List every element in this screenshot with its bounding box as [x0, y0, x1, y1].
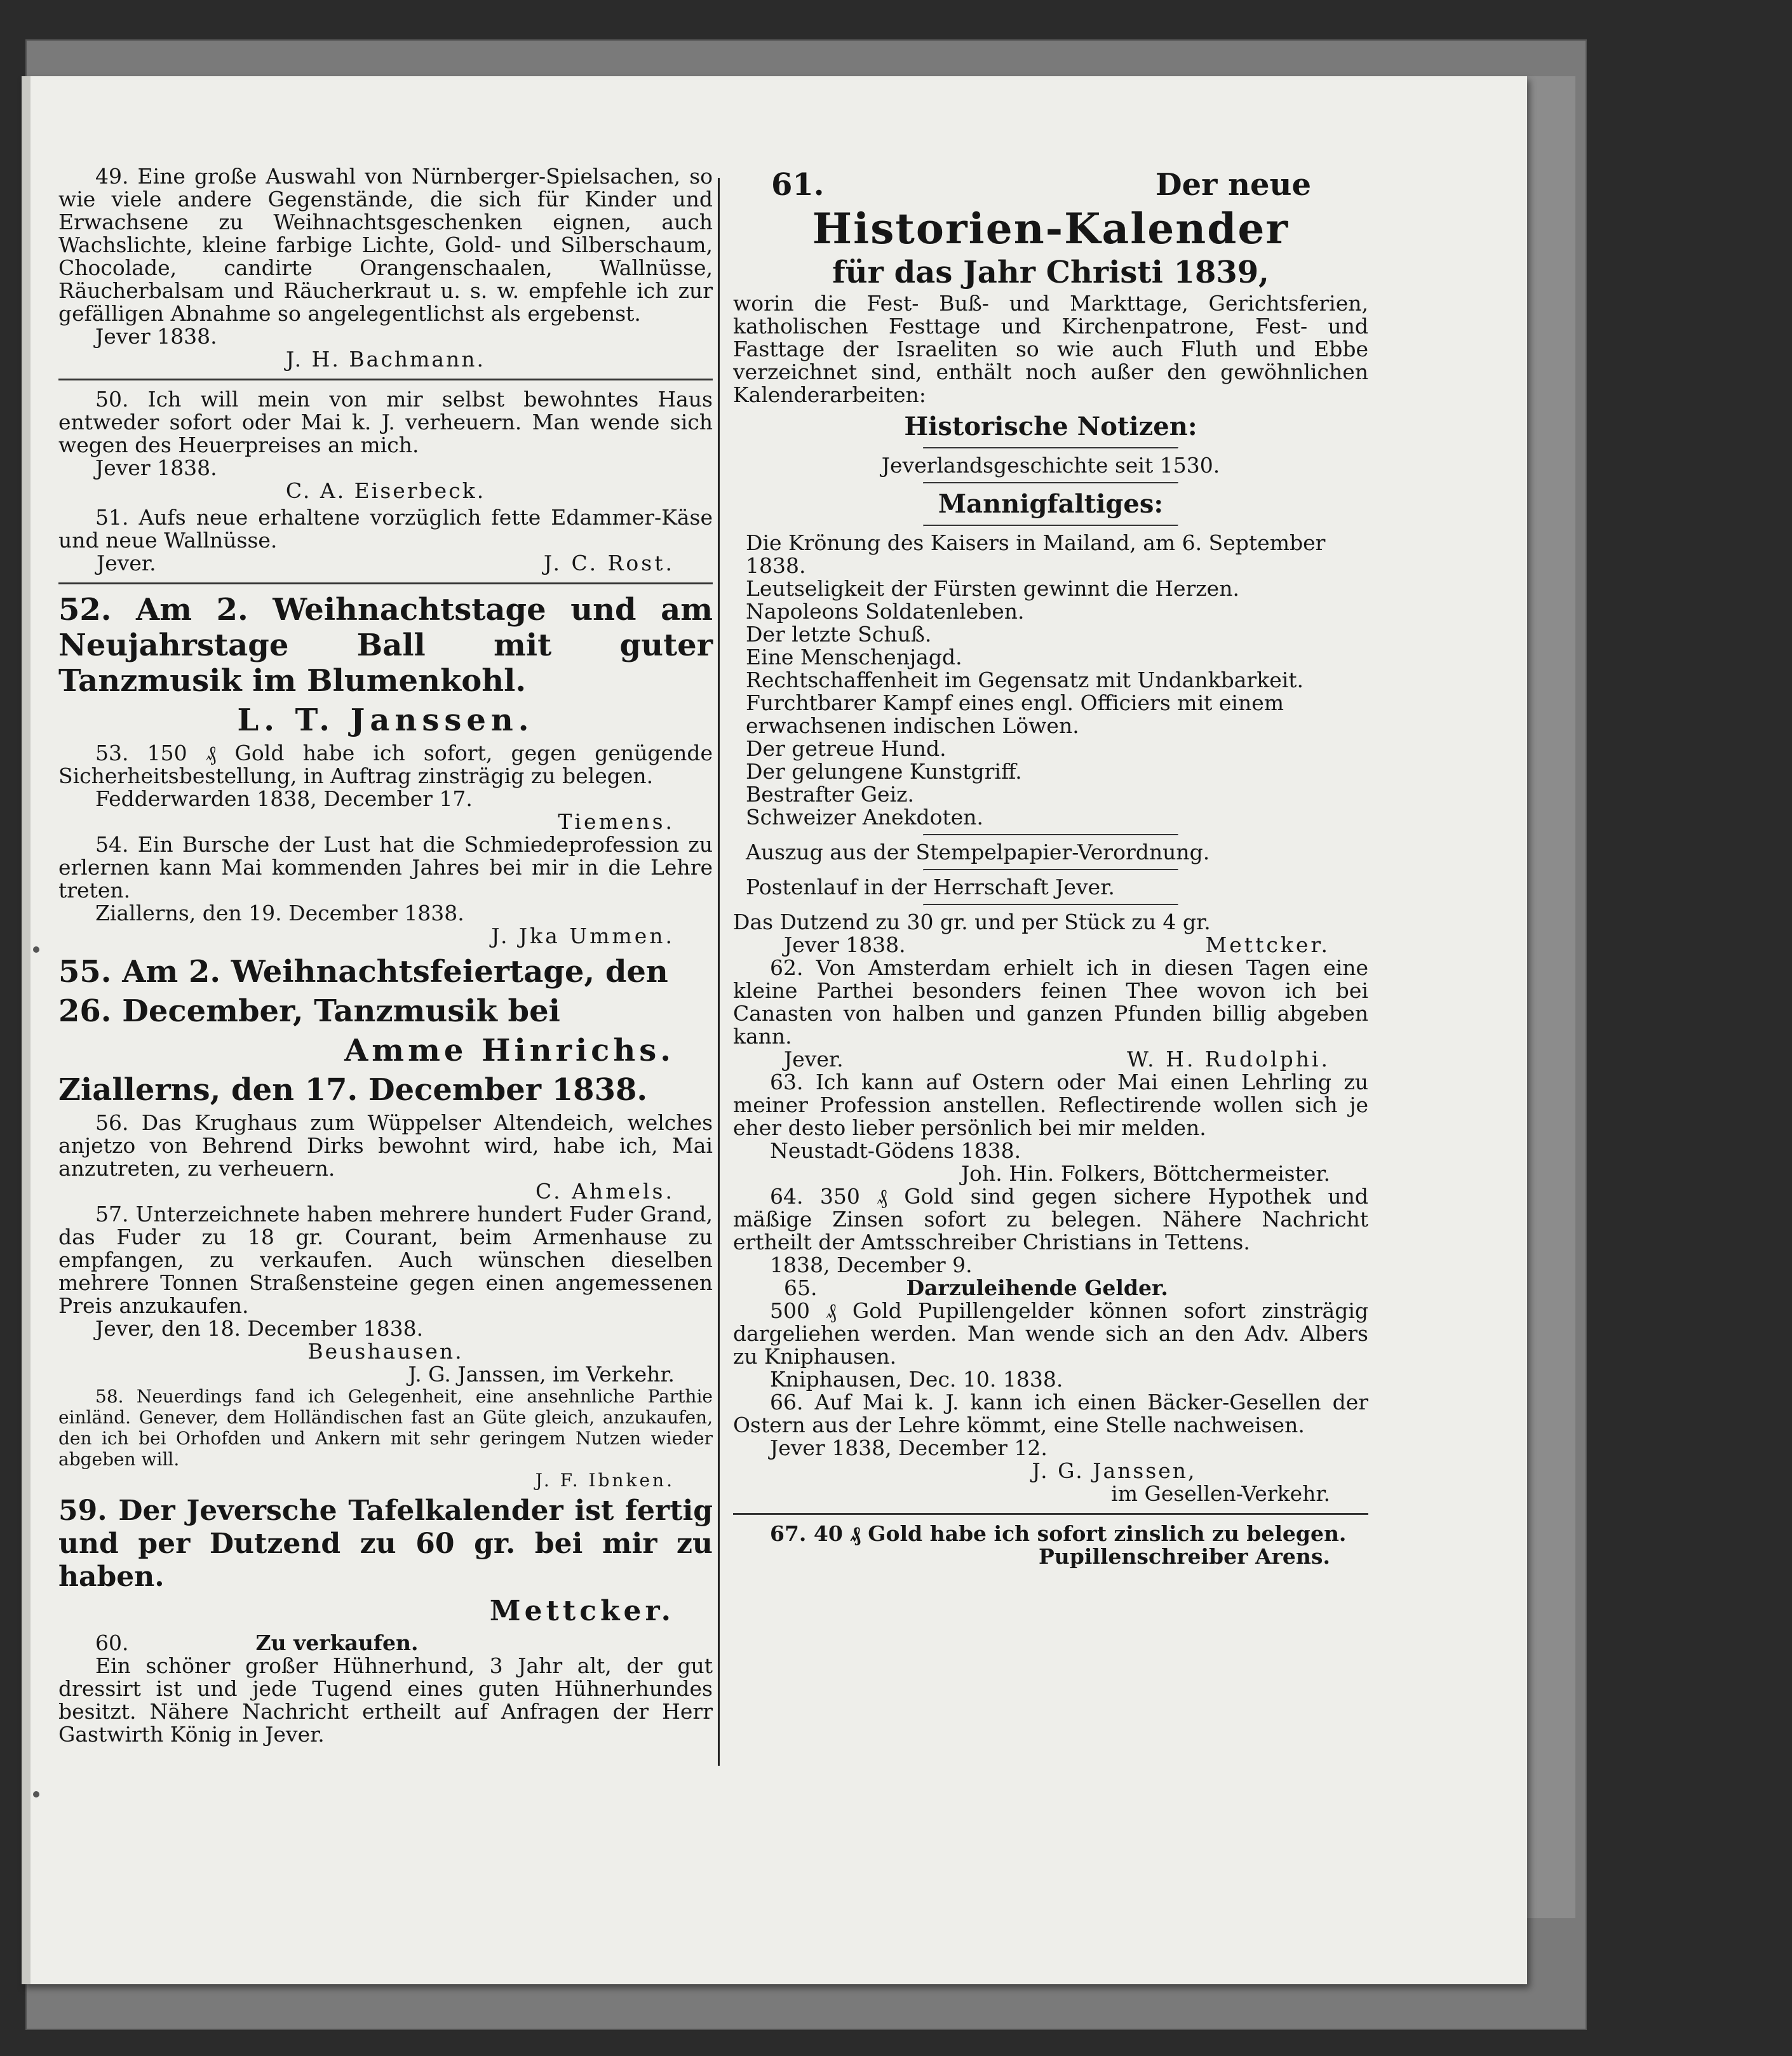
list-item: Furchtbarer Kampf eines engl. Officiers mit einem erwachsenen indischen Löwen.	[746, 690, 1284, 738]
notice-55-line3: Amme Hinrichs.	[344, 1033, 675, 1068]
notice-55-line2: 26. December, Tanzmusik bei	[58, 993, 560, 1029]
notice-63-text: 63. Ich kann auf Ostern oder Mai einen Lehrling zu meiner Profession anstellen. Reflectirende wollen sich je eher desto lieber persönlich bei mir melden.	[733, 1070, 1368, 1140]
notice-65-heading: Darzuleihende Gelder.	[906, 1275, 1168, 1300]
list-item: Schweizer Anekdoten.	[746, 805, 983, 830]
list-item: Napoleons Soldatenleben.	[746, 599, 1025, 624]
list-item: Der letzte Schuß.	[746, 622, 932, 647]
notice-67-text: 67. 40 ₰ Gold habe ich sofort zinslich zu belegen.	[770, 1521, 1347, 1546]
notice-54-signature: J. Jka Ummen.	[491, 924, 675, 948]
notice-54-place: Ziallerns, den 19. December 1838.	[95, 901, 464, 925]
binding-hole	[33, 1791, 39, 1797]
notice-65-number: 65.	[784, 1275, 818, 1300]
separator	[923, 834, 1178, 836]
notice-54-text: 54. Ein Bursche der Lust hat die Schmiedeprofession zu erlernen kann Mai kommenden Jahres bei mir in die Lehre treten.	[58, 832, 713, 903]
notice-59-signature: Mettcker.	[489, 1595, 675, 1627]
notice-61-title3: für das Jahr Christi 1839,	[832, 255, 1269, 290]
notice-66-signature-1: J. G. Janssen,	[1032, 1458, 1197, 1483]
notice-60-number: 60.	[95, 1630, 129, 1655]
notice-62-footer	[733, 1048, 1368, 1071]
post-schedule-item: Postenlauf in der Herrschaft Jever.	[746, 875, 1115, 899]
right-column	[733, 165, 1368, 1568]
notice-57-signature-1: Beushausen.	[307, 1339, 464, 1364]
miscellany-list	[733, 532, 1368, 829]
notice-63-place: Neustadt-Gödens 1838.	[770, 1138, 1021, 1163]
notice-57-text: 57. Unterzeichnete haben mehrere hundert Fuder Grand, das Fuder zu 18 gr. Courant, beim Armenhause zu empfangen, zu verkaufen. Auch wünschen dieselben mehrere Tonnen Straßensteine gegen einen angemessenen Preis anzukaufen.	[58, 1202, 713, 1318]
list-item: Rechtschaffenheit im Gegensatz mit Undankbarkeit.	[746, 668, 1304, 692]
notice-61-title1: Der neue	[1155, 167, 1311, 203]
list-item: Bestrafter Geiz.	[746, 782, 915, 807]
list-item: Der getreue Hund.	[746, 736, 947, 761]
separator	[58, 379, 713, 380]
list-item: Eine Menschenjagd.	[746, 645, 962, 669]
notice-53-text: 53. 150 ₰ Gold habe ich sofort, gegen genügende Sicherheitsbestellung, in Auftrag zinsträgig zu belegen.	[58, 741, 713, 788]
notice-53-signature: Tiemens.	[558, 809, 675, 834]
notice-49-place: Jever 1838.	[95, 324, 217, 349]
notice-58-signature: J. F. Ibnken.	[535, 1470, 675, 1491]
notice-65-text: 500 ₰ Gold Pupillengelder können sofort zinsträgig dargeliehen werden. Man wende sich an den Adv. Albers zu Kniphausen.	[733, 1298, 1368, 1369]
notice-55-line4: Ziallerns, den 17. December 1838.	[58, 1072, 648, 1108]
notice-50-place: Jever 1838.	[95, 455, 217, 480]
notice-51-place: Jever.	[97, 551, 156, 575]
notice-56-text: 56. Das Krughaus zum Wüppelser Altendeich, welches anjetzo von Behrend Dirks bewohnt wird, habe ich, Mai anzutreten, zu verheuern.	[58, 1110, 713, 1181]
notice-66-text: 66. Auf Mai k. J. kann ich einen Bäcker-Gesellen der Ostern aus der Lehre kömmt, eine Stelle nachweisen.	[733, 1390, 1368, 1437]
notice-64-text: 64. 350 ₰ Gold sind gegen sichere Hypothek und mäßige Zinsen sofort zu belegen. Nähere Nachricht ertheilt der Amtsschreiber Christians in Tettens.	[733, 1184, 1368, 1254]
notice-52-signature: L. T. Janssen.	[237, 702, 534, 738]
notice-59-text: 59. Der Jeversche Tafelkalender ist fertig und per Dutzend zu 60 gr. bei mir zu haben.	[58, 1495, 713, 1593]
separator	[923, 525, 1178, 527]
separator	[923, 447, 1178, 449]
notice-61-signature: Mettcker.	[1205, 932, 1330, 957]
notice-51-signature: J. C. Rost.	[543, 551, 675, 575]
notice-61-place: Jever 1838.	[784, 932, 906, 957]
notice-67-signature: Pupillenschreiber Arens.	[1038, 1544, 1330, 1569]
stamp-paper-item: Auszug aus der Stempelpapier-Verordnung.	[746, 840, 1210, 864]
list-item: Die Krönung des Kaisers in Mailand, am 6. September 1838.	[746, 530, 1326, 578]
notice-51-text: 51. Aufs neue erhaltene vorzüglich fette Edammer-Käse und neue Wallnüsse.	[58, 505, 713, 553]
notice-61-header	[733, 165, 1368, 205]
notice-61-description: worin die Fest- Buß- und Markttage, Gerichtsferien, katholischen Festtage und Kirchenpatrone, Fest- und Fasttage der Israeliten so wie auch Fluth und Ebbe verzeichnet sind, enthält noch außer den gewöhnlichen Kalenderarbeiten:	[733, 291, 1368, 407]
historical-notes-heading: Historische Notizen:	[904, 412, 1197, 441]
list-item: Leutseligkeit der Fürsten gewinnt die Herzen.	[746, 576, 1239, 601]
notice-53-place: Fedderwarden 1838, December 17.	[95, 786, 473, 811]
binding-hole	[33, 946, 39, 953]
column-rule	[718, 178, 720, 1766]
notice-65-place: Kniphausen, Dec. 10. 1838.	[770, 1367, 1063, 1392]
notice-51-footer	[58, 552, 713, 575]
notice-62-text: 62. Von Amsterdam erhielt ich in diesen Tagen eine kleine Parthei besonders feinen Thee wovon ich bei Canasten von halben und ganzen Pfunden billig abgeben kann.	[733, 955, 1368, 1049]
notice-66-place: Jever 1838, December 12.	[770, 1435, 1048, 1460]
list-item: Der gelungene Kunstgriff.	[746, 759, 1022, 784]
notice-58-text: 58. Neuerdings fand ich Gelegenheit, eine ansehnliche Parthie einländ. Genever, dem Holländischen fast an Güte gleich, anzukaufen, den ich bei Orhofden und Ankern mit sehr geringem Nutzen wieder abgeben will.	[58, 1386, 713, 1470]
notice-57-signature-2: J. G. Janssen, im Verkehr.	[408, 1362, 675, 1387]
notice-61-price: Das Dutzend zu 30 gr. und per Stück zu 4 gr.	[733, 910, 1211, 934]
notice-61-footer	[733, 934, 1368, 957]
notice-62-signature: W. H. Rudolphi.	[1127, 1047, 1330, 1072]
notice-60-heading: Zu verkaufen.	[255, 1630, 419, 1655]
left-column	[58, 165, 713, 1746]
notice-63-signature: Joh. Hin. Folkers, Böttchermeister.	[960, 1161, 1330, 1186]
separator	[923, 482, 1178, 484]
separator	[58, 582, 713, 584]
page-spine	[22, 76, 30, 1984]
notice-64-place: 1838, December 9.	[770, 1253, 973, 1277]
notice-65-header	[733, 1277, 1368, 1300]
separator	[923, 904, 1178, 906]
separator	[733, 1513, 1368, 1515]
notice-66-signature-2: im Gesellen-Verkehr.	[1111, 1481, 1330, 1506]
notice-55-line1: 55. Am 2. Weihnachtsfeiertage, den	[58, 954, 668, 990]
notice-56-signature: C. Ahmels.	[536, 1179, 675, 1204]
notice-49-signature: J. H. Bachmann.	[285, 347, 486, 372]
separator	[923, 869, 1178, 871]
notice-52-text: 52. Am 2. Weihnachtstage und am Neujahrstage Ball mit guter Tanzmusik im Blumenkohl.	[58, 592, 713, 699]
notice-50-signature: C. A. Eiserbeck.	[285, 478, 486, 503]
newspaper-page	[22, 76, 1527, 1984]
historical-notes-item: Jeverlandsgeschichte seit 1530.	[881, 453, 1220, 478]
notice-57-place: Jever, den 18. December 1838.	[95, 1316, 424, 1341]
notice-60-header	[58, 1632, 713, 1655]
miscellany-heading: Mannigfaltiges:	[938, 489, 1164, 519]
notice-62-place: Jever.	[784, 1047, 844, 1072]
notice-61-title2: Historien-Kalender	[812, 204, 1290, 253]
notice-50-text: 50. Ich will mein von mir selbst bewohntes Haus entweder sofort oder Mai k. J. verheuern. Man wende sich wegen des Heuerpreises an mich.	[58, 387, 713, 457]
notice-61-number: 61.	[771, 167, 825, 203]
notice-49-text: 49. Eine große Auswahl von Nürnberger-Spielsachen, so wie viele andere Gegenstände, die sich für Kinder und Erwachsene zu Weihnachtsgeschenken eignen, auch Wachslichte, kleine farbige Lichte, Gold- und Silberschaum, Chocolade, candirte Orangenschaalen, Wallnüsse, Räucherbalsam und Räucherkraut u. s. w. empfehle ich zur gefälligen Abnahme so angelegentlichst als ergebenst.	[58, 164, 713, 326]
notice-60-text: Ein schöner großer Hühnerhund, 3 Jahr alt, der gut dressirt ist und jede Tugend eines guten Hühnerhundes besitzt. Nähere Nachricht ertheilt auf Anfragen der Herr Gastwirth König in Jever.	[58, 1653, 713, 1747]
